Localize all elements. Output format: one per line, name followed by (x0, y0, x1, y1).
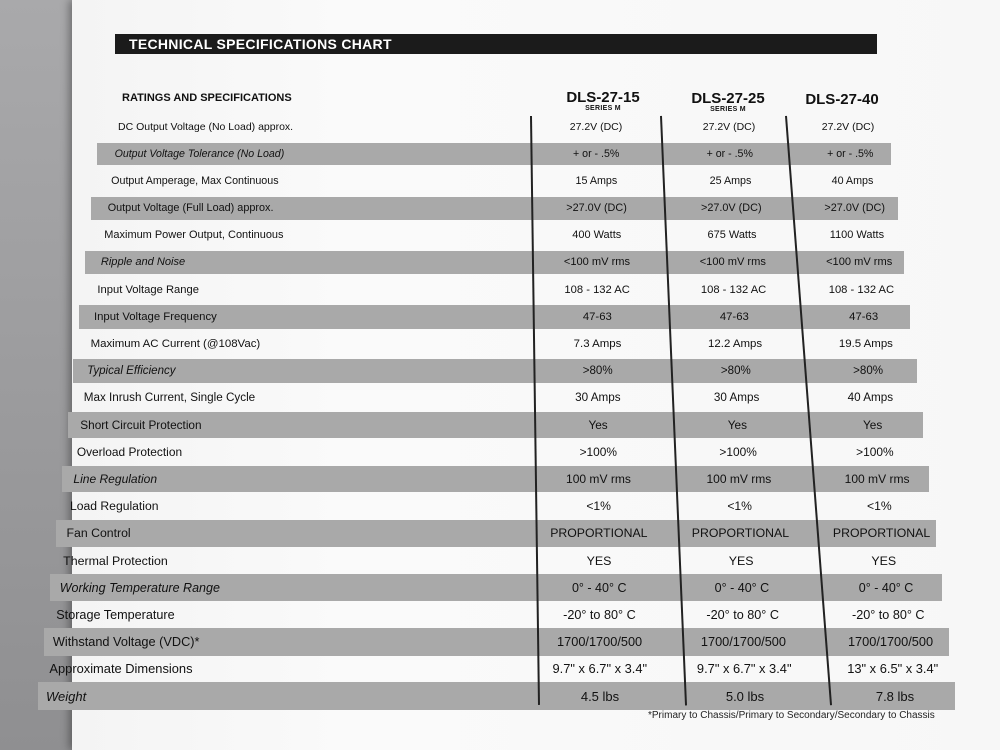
spec-row (56, 520, 936, 546)
spec-value: 108 - 132 AC (564, 283, 630, 296)
spec-value: 1700/1700/500 (557, 634, 643, 650)
spec-row (82, 278, 907, 302)
spec-value: 9.7" x 6.7" x 3.4" (696, 661, 792, 677)
spec-value: 27.2V (DC) (569, 121, 623, 133)
spec-value: <100 mV rms (826, 256, 893, 269)
spec-value: 1700/1700/500 (847, 634, 934, 650)
spec-row (70, 386, 919, 411)
spec-value: PROPORTIONAL (832, 526, 931, 541)
spec-label: Load Regulation (69, 499, 159, 514)
spec-label: Output Voltage Tolerance (No Load) (114, 148, 285, 161)
spec-label: Input Voltage Frequency (93, 310, 217, 323)
spec-value: >100% (719, 445, 757, 460)
spec-label: Input Voltage Range (97, 283, 199, 296)
spec-value: >100% (856, 445, 894, 460)
model-name: DLS-27-15 (566, 89, 640, 106)
spec-value: <100 mV rms (563, 256, 631, 269)
spec-label: Maximum Power Output, Continuous (104, 229, 284, 242)
spec-label: DC Output Voltage (No Load) approx. (118, 121, 294, 133)
model-name: DLS-27-40 (805, 91, 879, 108)
spec-value: 1100 Watts (829, 229, 885, 242)
spec-value: YES (871, 553, 897, 568)
spec-row (44, 628, 949, 655)
spec-value: 15 Amps (575, 175, 618, 188)
spec-value: 47-63 (582, 310, 612, 323)
spec-value: 30 Amps (575, 391, 621, 405)
model-header-1 (548, 89, 658, 112)
spec-row (65, 439, 927, 464)
spec-label: Overload Protection (76, 445, 183, 460)
spec-value: 7.8 lbs (875, 688, 915, 704)
spec-row (94, 170, 894, 193)
spec-value: 13" x 6.5" x 3.4" (847, 661, 939, 677)
spec-label: Fan Control (66, 526, 131, 541)
spec-value: YES (728, 553, 754, 568)
spec-row (76, 332, 913, 356)
spec-value: <100 mV rms (699, 256, 766, 269)
spec-value: Yes (588, 418, 608, 433)
spec-label: Weight (46, 688, 87, 704)
spec-value: 47-63 (719, 310, 749, 323)
spec-label: Short Circuit Protection (80, 418, 202, 433)
spec-row (100, 116, 888, 138)
spec-row (59, 493, 933, 519)
spec-value: 12.2 Amps (708, 337, 763, 350)
model-name: DLS-27-25 (691, 90, 765, 107)
spec-row (62, 466, 930, 492)
spec-value: 0° - 40° C (571, 580, 627, 595)
model-series: SERIES M (710, 106, 746, 113)
spec-value: >100% (579, 445, 617, 460)
ratings-header: RATINGS AND SPECIFICATIONS (122, 92, 292, 104)
spec-label: Thermal Protection (63, 553, 168, 568)
spec-row (38, 682, 955, 710)
spec-value: <1% (727, 499, 752, 514)
spec-value: + or - .5% (573, 148, 620, 161)
spec-value: 675 Watts (707, 229, 757, 242)
spec-value: 100 mV rms (566, 472, 631, 487)
spec-label: Output Voltage (Full Load) approx. (107, 202, 274, 215)
spec-value: 30 Amps (713, 391, 760, 405)
spec-label: Typical Efficiency (87, 364, 176, 377)
spec-value: >27.0V (DC) (824, 202, 885, 215)
spec-value: 27.2V (DC) (702, 121, 756, 133)
spec-value: 40 Amps (847, 391, 894, 405)
spec-value: 27.2V (DC) (821, 121, 875, 133)
chart-title: TECHNICAL SPECIFICATIONS CHART (115, 34, 877, 54)
spec-row (41, 655, 952, 683)
spec-label: Ripple and Noise (100, 256, 186, 269)
spec-value: Yes (727, 418, 747, 433)
spec-value: -20° to 80° C (563, 607, 636, 622)
spec-value: >27.0V (DC) (700, 202, 762, 215)
spec-value: 40 Amps (831, 175, 874, 188)
spec-value: 100 mV rms (844, 472, 910, 487)
spec-value: PROPORTIONAL (550, 526, 648, 541)
spec-row (91, 197, 897, 220)
spec-label: Approximate Dimensions (49, 661, 193, 677)
spec-value: YES (586, 553, 612, 568)
spec-value: -20° to 80° C (851, 607, 925, 622)
spec-value: 25 Amps (709, 175, 752, 188)
spec-value: 0° - 40° C (858, 580, 914, 595)
spec-label: Maximum AC Current (@108Vac) (90, 337, 261, 350)
spec-value: <1% (866, 499, 892, 514)
spec-value: 7.3 Amps (573, 337, 622, 350)
spec-row (79, 305, 910, 329)
spec-value: >80% (720, 364, 751, 377)
spec-label: Line Regulation (73, 472, 158, 487)
spec-value: <1% (586, 499, 611, 514)
spec-row (88, 224, 901, 247)
spec-value: >80% (853, 364, 884, 377)
spec-value: PROPORTIONAL (691, 526, 790, 541)
model-header-2 (673, 90, 783, 113)
spec-value: 19.5 Amps (838, 337, 893, 350)
spec-row (97, 143, 891, 165)
spec-value: -20° to 80° C (706, 607, 779, 622)
spec-value: >80% (582, 364, 613, 377)
spec-value: + or - .5% (706, 148, 753, 161)
spec-row (50, 574, 942, 601)
spec-row (85, 251, 904, 274)
spec-row (53, 547, 939, 574)
spec-value: + or - .5% (827, 148, 874, 161)
spec-label: Working Temperature Range (59, 580, 220, 595)
footnote: *Primary to Chassis/Primary to Secondary/Secondary to Chassis (648, 710, 935, 721)
model-series: SERIES M (585, 105, 621, 112)
spec-value: 100 mV rms (706, 472, 772, 487)
spec-row (47, 601, 946, 628)
spec-label: Output Amperage, Max Continuous (111, 175, 279, 188)
spec-value: 108 - 132 AC (700, 283, 767, 296)
spec-value: 108 - 132 AC (828, 283, 895, 296)
spec-value: 400 Watts (572, 229, 622, 242)
spec-value: 4.5 lbs (580, 688, 620, 704)
spec-value: Yes (862, 418, 883, 433)
spec-label: Withstand Voltage (VDC)* (52, 634, 200, 650)
spec-label: Max Inrush Current, Single Cycle (83, 391, 256, 405)
spec-value: 47-63 (849, 310, 879, 323)
spec-value: 0° - 40° C (714, 580, 770, 595)
spec-value: 9.7" x 6.7" x 3.4" (552, 661, 648, 677)
spec-row (68, 412, 924, 437)
spec-row (73, 359, 916, 384)
spec-value: 5.0 lbs (725, 688, 765, 704)
spec-label: Storage Temperature (56, 607, 175, 622)
spec-value: >27.0V (DC) (566, 202, 627, 215)
model-header-3 (787, 91, 897, 108)
spec-value: 1700/1700/500 (700, 634, 786, 650)
